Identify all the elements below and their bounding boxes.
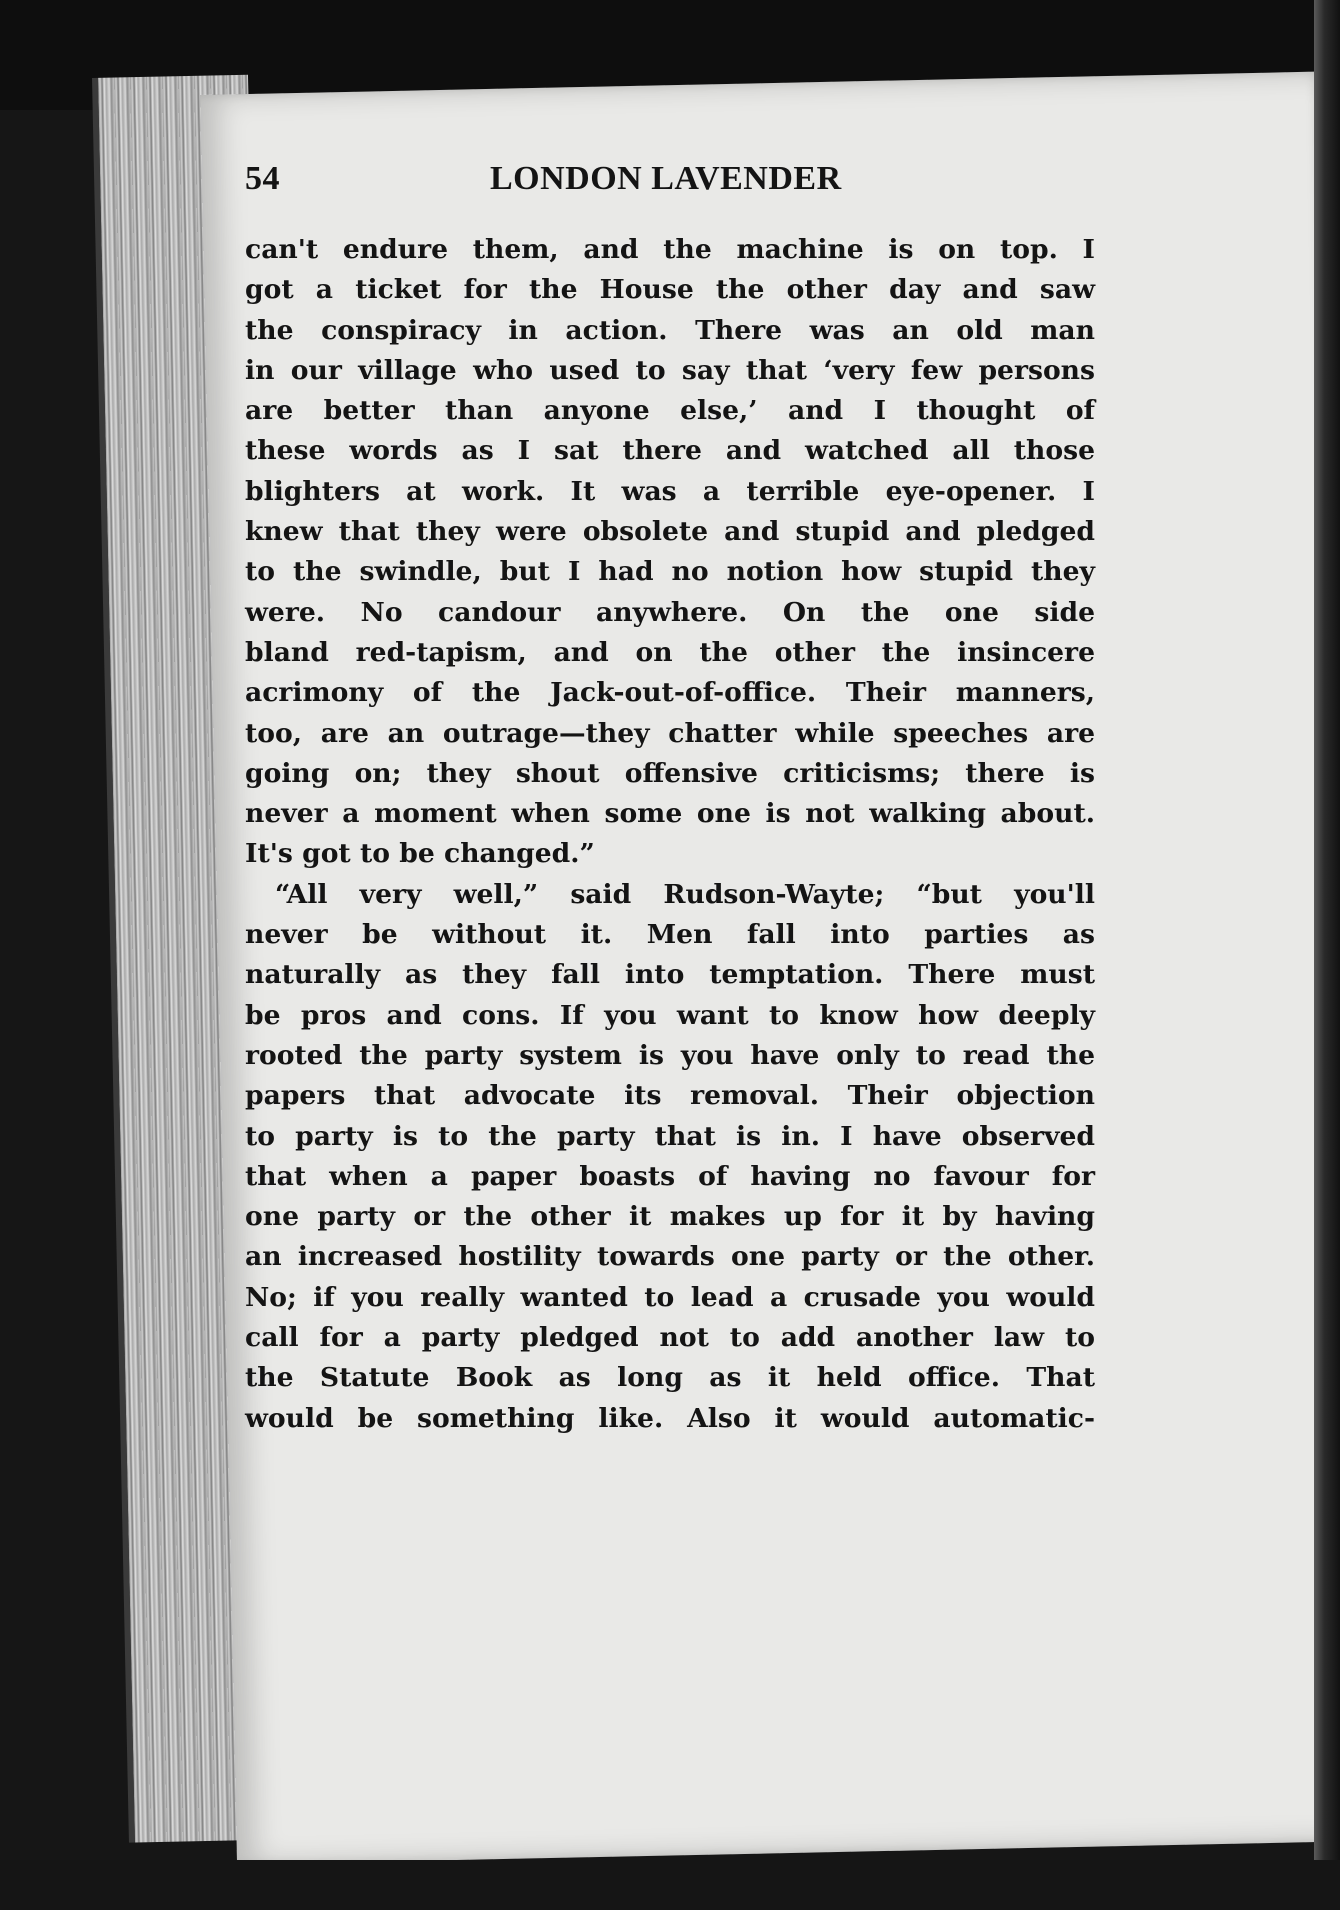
- text-line: one party or the other it makes up for it by having: [245, 1201, 1095, 1233]
- book-title: LONDON LAVENDER: [490, 160, 842, 197]
- text-line: going on; they shout offensive criticisms; there is: [245, 757, 1095, 789]
- body-text: [245, 230, 1095, 1439]
- text-line: would be something like. Also it would automatic-: [245, 1402, 1095, 1434]
- text-line: No; if you really wanted to lead a crusade you would: [245, 1281, 1095, 1313]
- text-line: blighters at work. It was a terrible eye-opener. I: [245, 475, 1095, 507]
- text-line: call for a party pledged not to add another law to: [245, 1322, 1095, 1354]
- text-line: acrimony of the Jack-out-of-office. Their manners,: [245, 677, 1095, 709]
- text-line: to party is to the party that is in. I have observed: [245, 1120, 1095, 1152]
- text-line: that when a paper boasts of having no favour for: [245, 1160, 1095, 1192]
- text-line: naturally as they fall into temptation. There must: [245, 959, 1095, 991]
- text-line: “All very well,” said Rudson-Wayte; “but you'll: [275, 878, 1095, 910]
- text-line: can't endure them, and the machine is on top. I: [245, 234, 1095, 265]
- text-line: the Statute Book as long as it held office. That: [245, 1362, 1095, 1394]
- background-bottom: [0, 1860, 1340, 1910]
- running-head: [245, 160, 1095, 230]
- text-line: are better than anyone else,’ and I thought of: [245, 395, 1095, 427]
- text-line: too, are an outrage—they chatter while speeches are: [245, 717, 1095, 749]
- text-line: in our village who used to say that ‘very few persons: [245, 354, 1095, 386]
- text-line: It's got to be changed.”: [245, 838, 595, 870]
- text-line: rooted the party system is you have only to read the: [245, 1039, 1095, 1071]
- page-number: 54: [245, 160, 280, 197]
- text-line: to the swindle, but I had no notion how stupid they: [245, 556, 1095, 588]
- text-line: never a moment when some one is not walking about.: [245, 798, 1095, 830]
- text-line: got a ticket for the House the other day and saw: [245, 274, 1095, 306]
- page-text: [245, 160, 1095, 1439]
- right-page-edge: [1314, 0, 1340, 1910]
- text-line: knew that they were obsolete and stupid and pledged: [245, 516, 1095, 548]
- text-line: were. No candour anywhere. On the one side: [245, 596, 1095, 628]
- text-line: bland red-tapism, and on the other the insincere: [245, 636, 1095, 668]
- text-line: these words as I sat there and watched all those: [245, 435, 1095, 467]
- text-line: be pros and cons. If you want to know how deeply: [245, 999, 1095, 1031]
- text-line: the conspiracy in action. There was an old man: [245, 314, 1095, 346]
- text-line: papers that advocate its removal. Their objection: [245, 1080, 1095, 1112]
- text-line: an increased hostility towards one party or the other.: [245, 1241, 1095, 1273]
- text-line: never be without it. Men fall into parties as: [245, 919, 1095, 951]
